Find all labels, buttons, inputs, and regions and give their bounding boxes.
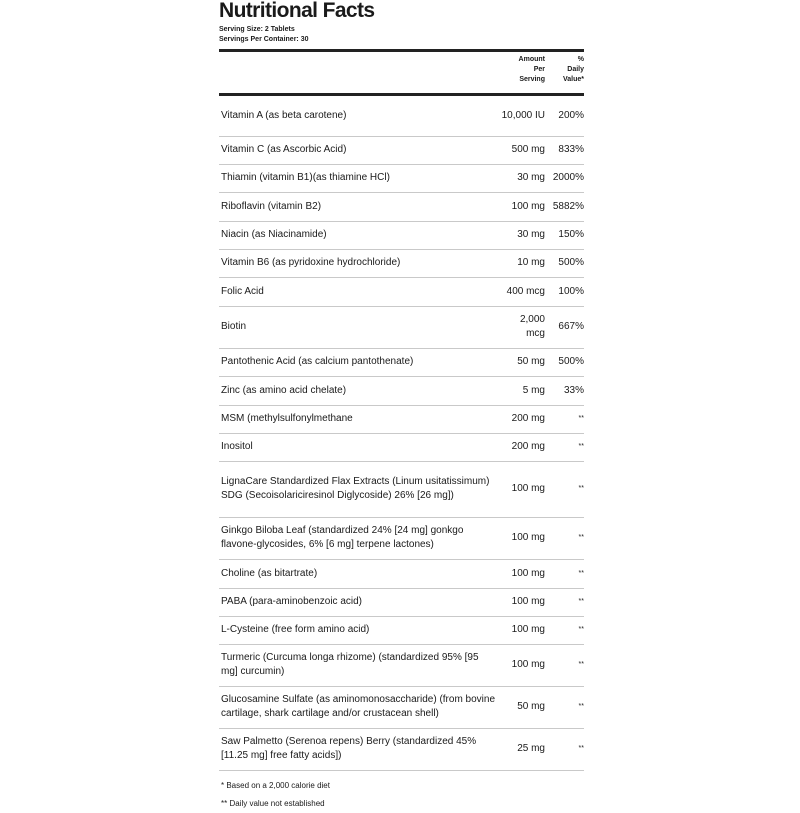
- nutrient-name: Ginkgo Biloba Leaf (standardized 24% [24 mg] gonkgo flavone-glycosides, 6% [6 mg] terpene lactones): [221, 525, 464, 550]
- nutrient-name: Turmeric (Curcuma longa rhizome) (standardized 95% [95 mg] curcumin): [221, 652, 479, 677]
- amount-per-serving: 200 mg: [511, 413, 545, 424]
- daily-value: **: [578, 661, 584, 668]
- table-row: [219, 461, 584, 517]
- amount-per-serving: 200 mg: [511, 441, 545, 452]
- amount-per-serving: 30 mg: [517, 172, 545, 183]
- nutrient-name: Folic Acid: [221, 285, 264, 297]
- daily-value: 667%: [558, 321, 584, 332]
- table-row: [219, 433, 584, 461]
- nutrient-name: Thiamin (vitamin B1)(as thiamine HCl): [221, 172, 390, 183]
- daily-value: **: [578, 626, 584, 633]
- serving-size: Serving Size: 2 Tablets: [219, 26, 295, 33]
- table-row: [219, 348, 584, 376]
- table-row: [219, 686, 584, 728]
- daily-value: **: [578, 485, 584, 492]
- nutrition-table: [219, 52, 584, 771]
- amount-per-serving: 50 mg: [517, 356, 545, 367]
- nutrient-name: PABA (para-aminobenzoic acid): [221, 596, 362, 607]
- nutrition-facts-panel: [219, 0, 584, 813]
- table-row: [219, 249, 584, 277]
- daily-value-column-header: % Daily Value*: [562, 56, 584, 83]
- table-row: [219, 559, 584, 588]
- table-row: [219, 517, 584, 559]
- daily-value: **: [578, 703, 584, 710]
- table-row: [219, 94, 584, 136]
- daily-value: 2000%: [552, 172, 584, 183]
- table-row: [219, 306, 584, 348]
- amount-per-serving: 100 mg: [511, 596, 545, 607]
- nutrient-name: Vitamin B6 (as pyridoxine hydrochloride): [221, 257, 401, 268]
- table-row: [219, 616, 584, 644]
- nutrient-name: Inositol: [221, 441, 253, 452]
- footnote-calorie-diet: * Based on a 2,000 calorie diet: [221, 780, 330, 790]
- table-row: [219, 405, 584, 433]
- amount-per-serving: 100 mg: [511, 483, 545, 494]
- table-row: [219, 728, 584, 770]
- daily-value: 100%: [558, 285, 584, 297]
- amount-per-serving: 5 mg: [522, 384, 545, 396]
- daily-value: **: [578, 534, 584, 541]
- daily-value: **: [578, 415, 584, 422]
- daily-value: **: [578, 443, 584, 450]
- amount-per-serving: 50 mg: [517, 701, 545, 712]
- nutrient-name: Niacin (as Niacinamide): [221, 229, 327, 240]
- amount-column-header: Amount Per Serving: [518, 56, 545, 83]
- nutrient-name: Vitamin C (as Ascorbic Acid): [221, 144, 347, 155]
- daily-value: 200%: [558, 109, 584, 121]
- footnotes: [219, 777, 584, 813]
- amount-per-serving: 100 mg: [511, 532, 545, 543]
- nutrient-name: Glucosamine Sulfate (as aminomonosaccharide) (from bovine cartilage, shark cartilage and/or crustacean shell): [221, 694, 496, 719]
- table-row: [219, 136, 584, 164]
- table-row: [219, 164, 584, 192]
- daily-value: 33%: [563, 384, 584, 396]
- nutrient-name: Zinc (as amino acid chelate): [221, 384, 347, 396]
- daily-value: **: [578, 598, 584, 605]
- daily-value: 150%: [558, 229, 584, 240]
- page-title: Nutritional Facts: [219, 0, 375, 22]
- nutrient-name: Riboflavin (vitamin B2): [221, 200, 322, 212]
- nutrient-name: Choline (as bitartrate): [221, 567, 318, 579]
- table-row: [219, 644, 584, 686]
- footnote-daily-value: ** Daily value not established: [221, 798, 325, 808]
- amount-per-serving: 500 mg: [511, 144, 545, 155]
- nutrient-name: LignaCare Standardized Flax Extracts (Linum usitatissimum) SDG (Secoisolariciresinol Diglycoside) 26% [26 mg]): [221, 476, 490, 501]
- servings-per-container: Servings Per Container: 30: [219, 36, 309, 43]
- amount-per-serving: 100 mg: [511, 200, 545, 212]
- daily-value: 500%: [558, 257, 584, 268]
- daily-value: 5882%: [552, 200, 584, 212]
- amount-per-serving: 10,000 IU: [501, 109, 545, 121]
- nutrient-name: MSM (methylsulfonylmethane: [221, 413, 353, 424]
- daily-value: 500%: [558, 356, 584, 367]
- nutrient-column-header: [219, 52, 499, 94]
- daily-value: 833%: [558, 144, 584, 155]
- table-row: [219, 588, 584, 616]
- nutrition-rows: [219, 94, 584, 770]
- table-row: [219, 376, 584, 405]
- daily-value: **: [578, 569, 584, 577]
- amount-per-serving: 25 mg: [517, 743, 545, 754]
- nutrient-name: Pantothenic Acid (as calcium pantothenate): [221, 356, 414, 367]
- nutrient-name: Biotin: [221, 321, 247, 332]
- amount-per-serving: 30 mg: [517, 229, 545, 240]
- amount-per-serving: 100 mg: [511, 624, 545, 635]
- nutrient-name: Vitamin A (as beta carotene): [221, 109, 347, 121]
- daily-value: **: [578, 745, 584, 752]
- amount-per-serving: 10 mg: [517, 257, 545, 268]
- nutrient-name: L-Cysteine (free form amino acid): [221, 624, 370, 635]
- table-row: [219, 192, 584, 221]
- nutrient-name: Saw Palmetto (Serenoa repens) Berry (standardized 45% [11.25 mg] free fatty acids]): [221, 736, 477, 761]
- table-row: [219, 221, 584, 249]
- amount-per-serving: 100 mg: [511, 567, 545, 579]
- serving-info: [219, 25, 584, 45]
- amount-per-serving: 100 mg: [511, 659, 545, 670]
- amount-per-serving: 2,000 mcg: [519, 314, 545, 339]
- amount-per-serving: 400 mcg: [506, 285, 545, 297]
- table-header-row: [219, 52, 584, 94]
- table-row: [219, 277, 584, 306]
